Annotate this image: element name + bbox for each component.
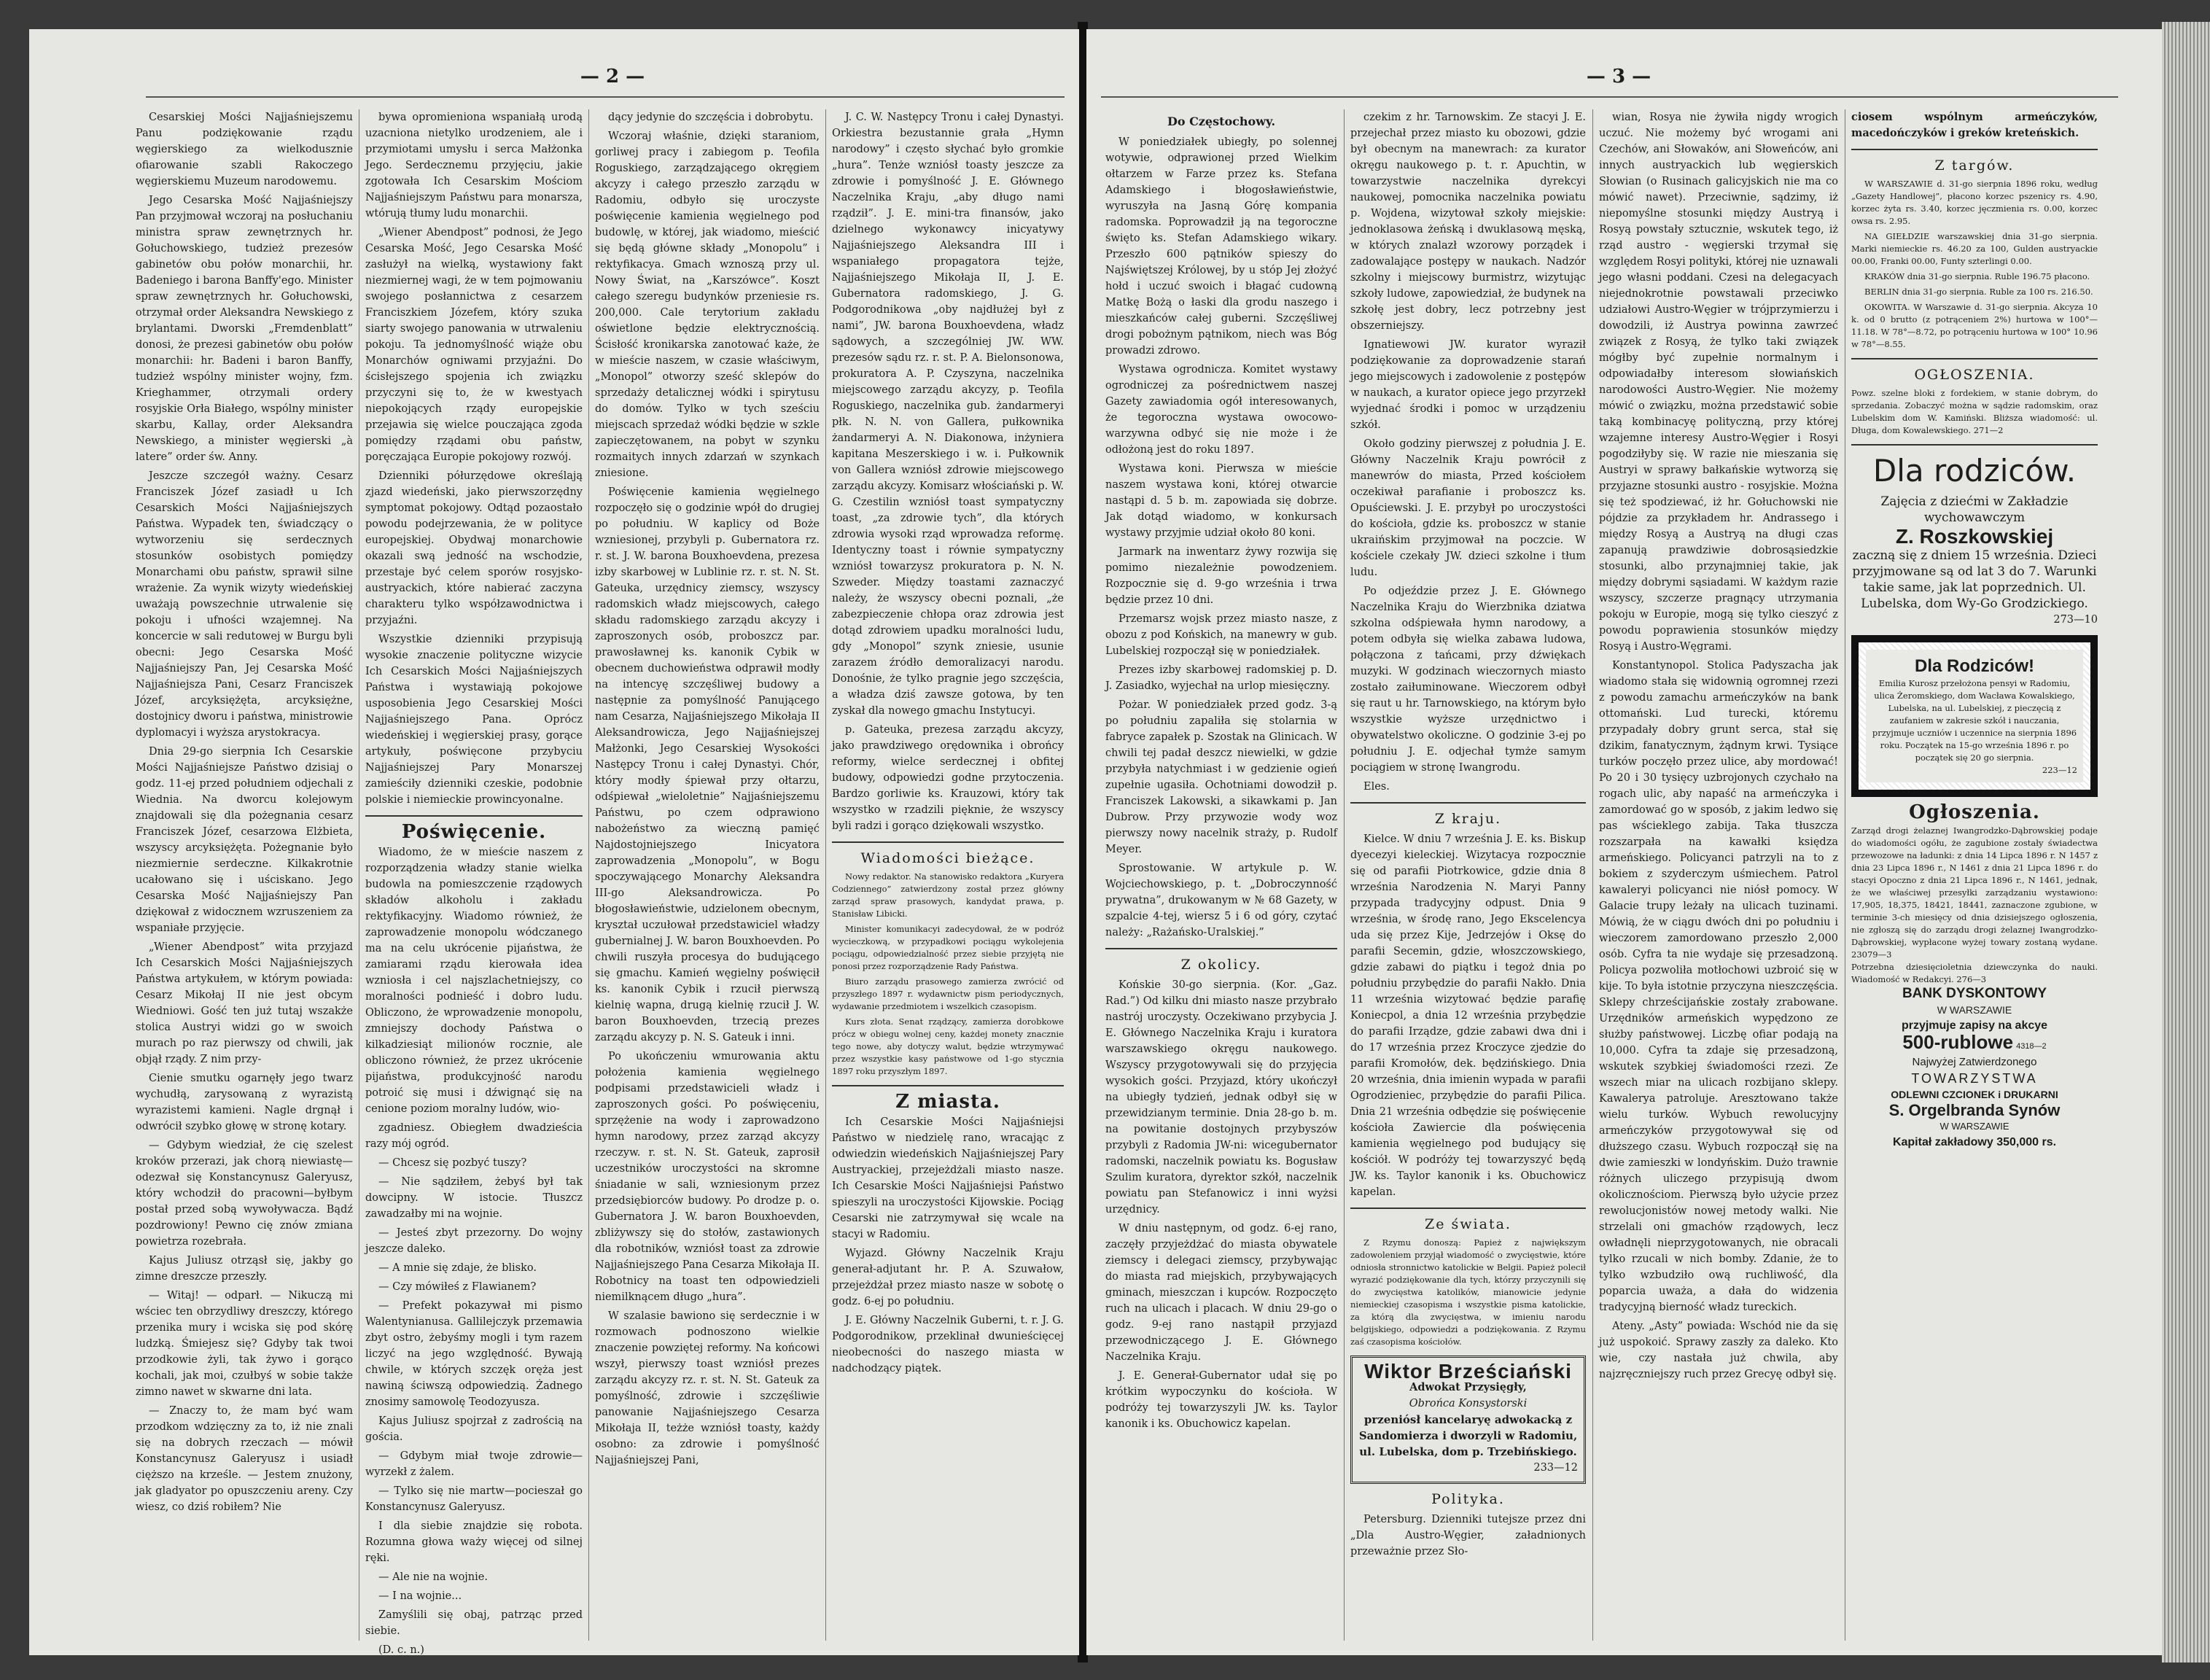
- paragraph: Dnia 29-go sierpnia Ich Cesarskie Mości Najjaśniejsze Państwo dzisiaj o godz. 11-ej przed południem odjechali z Wiednia. Na dworcu kolejowym znajdowali się dla pożegnania cesarz Franciszek Józef, cesarzowa Elżbieta, wszyscy arcyksiężęta. Pożegnanie było niezmiernie serdeczne. Kilkakrotnie ucałowano się i uściskano. Jego Cesarska Mość Najjaśniejszy Pan dziękował z widocznem wzruszeniem za wspaniałe przyjęcie.: [136, 746, 353, 934]
- divider: [832, 841, 1064, 843]
- ad-text: Powz. szelne bloki z fordekiem, w stanie dobrym, do sprzedania. Zobaczyć można w sądzie radomskim, oraz Lubelskim dom W. Kamiński. Bliższa wiadomość: ul. Długa, dom Kowalewskiego. 271—2: [1851, 388, 2098, 435]
- paragraph: dący jedynie do szczęścia i dobrobytu.: [608, 112, 814, 123]
- right-col-4: [1847, 109, 2102, 1641]
- paragraph: — Znaczy to, że mam być wam przodkom wdzięczny za to, iż nie znali się na dobrych rzeczach — mówił Konstancynusz Galeryusz i usiadł cięższo na krześle. — Jestem znużony, jak gladyator po opuszczeniu areny. Czy wiesz, co dziś robiłem? Nie: [136, 1405, 353, 1513]
- section-heading: Poświęcenie.: [401, 821, 547, 843]
- advertisement-kurosz: [1851, 635, 2098, 797]
- article-text: [136, 109, 353, 1515]
- paragraph: Wszystkie dzienniki przypisują wysokie znaczenie polityczne wizycie Ich Cesarskich Mości Najjaśniejszych Państwa i wystawiają pokojowe usposobienia Jego Cesarskiej Mości Najjaśniejszego Pana. Oprócz wiedeńskiej i węgierskiej prasy, gorące artykuły, poświęcone przybyciu Najjaśniejszej Pary Monarszej zamieściły dzienniki czeskie, podobnie polskie i niemieckie prowincyonalne.: [365, 634, 583, 806]
- section-heading: Polityka.: [1431, 1491, 1505, 1507]
- article-text: [1350, 1512, 1586, 1560]
- paragraph: Cesarskiej Mości Najjaśniejszemu Panu podziękowanie rządu węgierskiego za wielkodusznie ofiarowanie szabli Rakoczego węgierskiemu Muzeum narodowemu.: [136, 112, 353, 187]
- paragraph: Wiadomo, że w mieście naszem z rozporządzenia władzy stanie wielka budowla na pomieszczenie rządowych składów alkoholu i zakładu rektyfikacyjny. Wiadomo również, że zaprowadzenie monopolu wódczanego ma na celu ukrócenie pijaństwa, że zamiarami rządu kierowała idea wzniosła i cel najszlachetniejszy, co moralności podnieść i dobro ludu. Obliczono, że wprowadzenie monopolu, zmniejszy dochody Państwa o kilkadziesiąt milionów rocznie, ale obliczono również, że przez ukrócenie pijaństwa, produkcyjność narodu potroić się musi i dźwignąć się na cenione poziom moralny ludów, wio-: [365, 847, 583, 1115]
- article-text: [1105, 977, 1337, 1432]
- paragraph: W dniu następnym, od godz. 6-ej rano, zaczęły przyjeżdżać do miasta obywatele ziemscy i delegaci ziemscy, przybywając do miasta rad miejskich, przybywających gminach, mieszczan i kupców. Rozpoczęto ruch na ulicach i placach. W dniu 29-go o godz. 9-ej rano nastąpił przyjazd przewodniczącego J. E. Głównego Naczelnika Kraju.: [1105, 1223, 1337, 1363]
- paragraph: zgadniesz. Obiegłem dwadzieścia razy mój ogród.: [365, 1122, 583, 1150]
- ad-title: Dla rodziców.: [1872, 453, 2077, 489]
- article-text: [1350, 831, 1586, 1200]
- paragraph: Wystawa koni. Pierwsza w mieście naszem wystawa koni, której otwarcie nastąpi d. 5 b. m. zapowiada się dobrze. Jak dotąd wiadomo, w konkursach wystawy przyjmie udział około 80 koni.: [1105, 463, 1337, 539]
- left-page: [29, 29, 1079, 1655]
- paragraph: „Wiener Abendpost” podnosi, że Jego Cesarska Mość, Jego Cesarska Mość zasłużył na wielką, wystawiony fakt niezmiernej wagi, że w tem pojmowaniu swojego posłannictwa z cesarzem Franciszkiem Józefem, który szuka siarty swojego panowania w utrwaleniu pokoju. Ta jednomyślność wiąże obu Monarchów ogniwami przyjaźni. Do ścisłejszego spojenia ich związku przyczyni się to, że w kwestyach niepokojących rządy europejskie przejawia się wielce pouczająca zgoda pomiędzy rządami obu państw, poręczająca Europie pokojowy rozwój.: [365, 227, 583, 463]
- section-heading: Z kraju.: [1434, 811, 1502, 827]
- paragraph: Poświęcenie kamienia węgielnego rozpoczęło się o godzinie wpół do drugiej po południu. W kaplicy od Boże wzniesionej, przybyli p. Gubernatora rz. r. st. J. W. barona Bouxhoevdena, prezesa izby skarbowej w Lublinie rz. r. st. N. St. Gateuka, urzędnicy ziemscy, wszyscy radomskich władz miejscowych, całego składu radomskiego zarządu akcyzy i zaproszonych osób, proboszcz par. prawosławnej ks. kanonik Cybik w obecnem duchowieństwa odprawił modły na intencyę szczęśliwej budowy a następnie za pomyślność Panującego nam Cesarza, Najjaśniejszego Mikołaja II Aleksandrowicza, Jego Najjaśniejszej Małżonki, Jego Cesarskiej Wysokości Następcy Tronu i całej Dynastyi. Chór, który modły śpiewał przy ołtarzu, odśpiewał „wieloletnie” Najjaśniejszemu Państwu, po czem odprawiono nabożeństwo za wieczną pamięć Najdostojniejszego Inicyatora zaprowadzenia „Monopolu”, w Bogu spoczywającego Monarchy Aleksandra III-go Aleksandrowicza. Po błogosławieństwie, udzielonem obecnym, kryształ uczułował przedstawiciel władzy gubernialnej J. W. baron Bouxhoevden. Po chwili ruszyła procesya do budującego się gmachu. Kamień węgielny poświęcił ks. kanonik Cybik i rzucił pierwszą kielnię wapna, drugą kielnię rzucił J. W. baron Bouxhoevden, trzecią prezes zarządu akcyzy p. N. S. Gateuk i inni.: [595, 486, 820, 1043]
- paragraph: W szalasie bawiono się serdecznie i w rozmowach podnoszono wielkie znaczenie powziętej reformy. Na końcowi wszył, pierwszy toast wzniósł prezes zarządu akcyzy rz. r. st. N. St. Gateuk za pomyślność, zdrowie i szczęśliwie panowanie Najjaśniejszego Cesarza Mikołaja II, teżże wzniósł toasty, każdy osobno: za zdrowie i pomyślność Najjaśniejszej Pani,: [595, 1310, 820, 1466]
- bank-ref: 4318—2: [2016, 1042, 2047, 1051]
- paragraph: Biuro zarządu prasowego zamierza zwrócić od przyszłego 1897 r. wydawnictw pism periodycznych, wydawanie przedmiotem i wszelkich czasopism.: [832, 976, 1064, 1011]
- article-text: [1350, 109, 1586, 795]
- section-heading: OGŁOSZENIA.: [1914, 367, 2035, 383]
- paragraph: Końskie 30-go sierpnia. (Kor. „Gaz. Rad.”) Od kilku dni miasto nasze przybrało nastrój uroczysty. Oczekiwano przybycia J. E. Głównego Naczelnika Kraju i kuratora warszawskiego okręgu naukowego. Wszyscy przygotowywali się do przyjęcia wysokich gości. Przyjazd, który ukończył na ubiegły tydzień, jednak odbył się w przewidzianym terminie. Dnia 28-go b. m. na powitanie dostojnych przybyszów przybyli z Radomia JW-ni: wicegubernator radomski, naczelnik powiatu ks. Bogusław Szulim kuratora, dyrektor szkół, naczelnik powiatu pan Stefanowicz i inni wyżsi urzędnicy.: [1105, 979, 1337, 1216]
- ad-ref: 223—12: [2042, 765, 2077, 775]
- paragraph: Około godziny pierwszej z południa J. E. Główny Naczelnik Kraju powrócił z manewrów do miasta, Przed kościołem oczekiwał parafianie i proboszcz ks. Opuściewski. J. E. przybył po uroczystości do kościoła, gdzie ks. proboszcz w stanie ukraińskim przyjmował na poczcie. W kościele czekały JW. dzieci szkolne i tłum ludu.: [1350, 438, 1586, 578]
- section-heading: Ogłoszenia.: [1909, 801, 2040, 823]
- paragraph: Prezes izby skarbowej radomskiej p. D. J. Zasiadko, wyjechał na urlop miesięczny.: [1105, 664, 1337, 692]
- divider: [365, 815, 583, 817]
- paragraph: bywa opromieniona wspaniałą urodą uzacniona nietylko urodzeniem, ale i przymiotami umysłu i serca Małżonka Jego. Serdecznemu przyjęciu, jakie zgotowała Ich Cesarskim Mościom Najjaśniejszym Państwu para monarsza, wtórują tłumy ludu monarchii.: [365, 112, 583, 219]
- section-heading: Z targów.: [1934, 158, 2015, 174]
- ad-body: Emilia Kurosz przełożona pensyi w Radomiu, ulica Żeromskiego, dom Wacława Kowalskiego, Lubelska, na ul. Lubelskiej, z pieczęcią z zaufaniem w zakresie szkół i nauczania, przyjmuje uczniów i uczennice na sierpnia 1896 roku. Początek na 15-go września 1896 r. po początek się 20 go sierpnia.: [1872, 678, 2077, 763]
- right-page: [1086, 29, 2162, 1655]
- paragraph: — Nie sądziłem, żebyś był tak dowcipny. W istocie. Tłuszcz zawadzałby mi na wojnie.: [365, 1176, 583, 1220]
- right-col-1: [1101, 109, 1342, 1641]
- paragraph: wian, Rosya nie żywiła nigdy wrogich uczuć. Nie możemy być wrogami ani Czechów, ani Słowaków, ani Słoweńców, ani innych austryackich lub węgierskich Słowian (o Rusinach galicyjskich nie ma co mówić nawet). Przeciwnie, sądzimy, iż niepomyślne stosunki między Austryą i Rosyą powstały sztucznie, wskutek tego, iż rząd austro - węgierski trzymał się względem Rosyi polityki, której nie uznawali jego własni poddani. Czesi na delegacyach niejednokrotnie powstawali przeciwko udziałowi Austro-Węgier w trójprzymierzu i dowodzili, iż Austrya powinna zawrzeć związek z Rosyą, że tylko taki związek mógłby być zupełnie normalnym i odpowiadałby interesom słowiańskich narodowości Austro-Węgier. Nie możemy mówić o związku, można przedstawić sobie taką kombinacyę polityczną, przy której wzajemne interesy Austro-Węgier i Rosyi pogodziłyby się. W razie nie mieszania się Austryi w sprawy bałkańskie wytworzą się przyjazne stosunki austro - rosyjskie. Można się też spodziewać, iż hr. Gołuchowski nie pójdzie za przykładem hr. Andrassego i między Rosyą a Austryą na długi czas zapanują prawdziwie dobrosąsiedzkie stosunki, albo przynajmniej takie, jak między dobrymi sąsiadami. W każdym razie wszyscy, szczerze pragnący utrzymania pokoju w Europie, mogą się tylko cieszyć z powodu poprawienia stosunków między Rosyą i Austro-Węgrami.: [1599, 112, 1838, 653]
- paragraph: Wczoraj właśnie, dzięki staraniom, gorliwej pracy i zabiegom p. Teofila Roguskiego, zarządzającego okręgiem akcyzy i całego przeszło zarządu w Radomiu, odbyło się uroczyste poświęcenie kamienia węgielnego pod budowlę, w której, jak wiadomo, mieścić się będą główne składy „Monopolu” i rektyfikacya. Gmach wznoszą przy ul. Nowy Świat, na „Karszówce”. Koszt całego szeregu budynków przeniesie rs. 200,000. Cale terytorium zakładu oświetlone będzie elektrycznością. Ścisłość kronikarska zanotować każe, że w mieście naszem, w czasie właściwym, „Monopol” otworzy sześć sklepów do sprzedaży detalicznej wódki i spirytusu do domów. Tylko w tych sześciu miejscach sprzedaż wódki będzie w szkle zapieczętowanem, na pobyt w szynku rozmaitych innych zdarzań w szynkach zniesione.: [595, 131, 820, 479]
- paragraph: Jarmark na inwentarz żywy rozwija się pomimo niezależnie powodzeniem. Rozpocznie się d. 9-go września i trwa będzie przez 10 dni.: [1105, 546, 1337, 606]
- paragraph: Przemarsz wojsk przez miasto nasze, z obozu z pod Końskich, na manewry w gub. Lubelskiej rozpoczął się w poniedziałek.: [1105, 613, 1337, 657]
- paragraph: Eles.: [1363, 781, 1390, 793]
- paragraph: Konstantynopol. Stolica Padyszacha jak wiadomo stała się widownią ogromnej rzezi z powodu zamachu armeńczyków na bank ottomański. Lud turecki, któremu przypadały dobry grunt serca, stał się dzikim, fanatycznym, żądnym krwi. Tysiące turków poczęło przez ulice, aby mordować! Po 20 i 30 tysięcy uzbrojonych czychało na rogach ulic, aby napaść na armeńczyka i zamordować go w sposób, z jakim ledwo się pas wścieklego zabija. Taka tłuszcza rozszarpała na kawałki księdza armeńskiego. Policyanci patrzyli na to z bokiem z szyderczym uśmiechem. Patrol kawaleryi policyanci nie niósł pomocy. W Galacie trupy leżały na ulicach tuzinami. Mówią, że w ciągu dwóch dni po południu i wieczorem zamordowano przeszło 2,000 osób. Cyfra ta nie wydaje się przesadzoną. Policya pozwoliła motłochowi uzbroić się w kije. To była istotnie przyczyna nieszczęścia. Sklepy chrześcijańskie zostały zrabowane. Urzędników armeńskich wypędzono ze służby państwowej. Liczbę ofiar podają na 10,000. Cyfra ta zdaje się przesadzoną, wskutek szybkiej świadomości rzezi. Ze wszech miar na ulicach rozbijano sklepy. Kawalerya patroluje. Aresztowano także wielu turków. Wybuch rewolucyjny armeńczyków przygotowywał się od dłuższego czasu. Wybuch rozpoczął się na dwie zamieszki w londyńskim. Dużo trawnie różnych uliczego przypisują dwom okolicznościom. Pierwszą było użycie przez rewolucjonistów nowej metody walki. Nie strzelali oni gmachów rządowych, lecz owładnęli nieprzygotowanych, nie obracali tylko rzucali w nich bomby. Zdanie, że to tylko wzbudziło ową ruchliwość, dla poparcia uważa, a dała do widzenia tradycyjną bierność władz tureckich.: [1599, 660, 1838, 1313]
- paragraph: Pożar. W poniedziałek przed godz. 3-ą po południu zapaliła się stolarnia w fabryce zapałek p. Szostak na Glinicach. W chwili tej padał deszcz niewielki, w gdzie przybyła natychmiast i w gedzienie ogień zupełnie ugasiła. Ochotniami dowodził p. Franciszek Lakowski, a sikawkami p. Jan Dubrow. Przy przywozie wody woz pierwszy nowy nacelnik straży, p. Rudolf Meyer.: [1105, 699, 1337, 855]
- article-text: [832, 109, 1064, 834]
- page-edges: [2162, 22, 2210, 1662]
- bank-line: Najwyżej Zatwierdzonego: [1912, 1056, 2037, 1068]
- divider: [1105, 948, 1337, 949]
- paragraph: — A mnie się zdaje, że blisko.: [378, 1262, 537, 1274]
- ad-body: przeniósł kancelaryę adwokacką z Sandomierza i dworzyli w Radomiu, ul. Lubelska, dom p. Trzebińskiego.: [1358, 1413, 1578, 1458]
- ad-name: Wiktor Brześciański: [1364, 1360, 1572, 1382]
- article-text: [1105, 134, 1337, 941]
- paragraph: Jeszcze szczegół ważny. Cesarz Franciszek Józef zasiadł u Ich Cesarskich Mości Najjaśniejszych Państwa. Wypadek ten, świadczący o wytworzeniu się serdecznych stosunków osobistych pomiędzy Monarchami obu państw, sprawił silne wrażenie. Za wynik wizyty wiedeńskiej uważają powszechnie utrwalenie się pokoju i ufności wzajemnej. Na koncercie w sali redutowej w Burgu byli obecni: Jego Cesarska Mość Najjaśniejszy Pan, Jej Cesarska Mość Najjaśniejsza Pani, Cesarz Franciszek Józef, arcyksiężęta, arcyksiężne, dostojnicy dworu i państwa, ministrowie dyplomacyi i wyższa arystokracya.: [136, 470, 353, 739]
- paragraph: — Czy mówiłeś z Flawianem?: [378, 1281, 537, 1293]
- section-heading: Ze świata.: [1425, 1216, 1511, 1232]
- paragraph: Zamyślili się obaj, patrząc przed siebie.: [365, 1609, 583, 1637]
- ad-body: zaczną się z dniem 15 września. Dzieci przyjmowane są od lat 3 do 7. Warunki takie same, jak lat poprzednich. Ul. Lubelska, dom Wy-Go Grodzickiego.: [1852, 548, 2097, 611]
- bank-line: W WARSZAWIE: [1937, 1004, 2012, 1016]
- market-text: [1851, 178, 2098, 351]
- paragraph: Wyjazd. Główny Naczelnik Kraju generał-adjutant hr. P. A. Szuwałow, przejeżdżał przez miasto nasze w sobotę o godz. 6-ej po południu.: [832, 1248, 1064, 1307]
- divider: [1350, 1208, 1586, 1209]
- article-text: [365, 109, 583, 808]
- top-rule: [146, 96, 1065, 98]
- paragraph: Cienie smutku ogarnęły jego twarz wychudłą, zarysowaną z wyrazistą wyrazistemi kamieni. Nagle drgnął i odwrócił szybko głowę w stronę kotary.: [136, 1073, 353, 1132]
- divider: [1851, 149, 2098, 150]
- paragraph: — Gdybym wiedział, że cię szelest kroków przerazi, jak chorą niewiastę—odezwał się Konstancynusz Galeryusz, który wchodził do pracowni—byłbym postał przed sobą wywoływacza. Bądź pozdrowiony! Pewno cię znów zmiana powietrza rozebrała.: [136, 1140, 353, 1248]
- top-rule: [1101, 96, 2118, 98]
- paragraph: (D. c. n.): [378, 1644, 424, 1656]
- paragraph: — Prefekt pokazywał mi pismo Walentynianusa. Gallilejczyk przemawia zbyt ostro, żebyśmy mogli i tym razem liczyć na jego względność. Bywają chwile, w których szczęk oręża jest nawiną ściwszą odpowiedzią. Żadnego znosimy samowolę Teodozyusza.: [365, 1300, 583, 1408]
- article-text: [1599, 109, 1838, 1382]
- paragraph: BERLIN dnia 31-go sierpnia. Ruble za 100 rs. 216.50.: [1864, 287, 2093, 297]
- ad-text: Zarząd drogi żelaznej Iwangrodzko-Dąbrowskiej podaje do wiadomości ogółu, że zagubione zostały świadectwa przewozowe na ładunki: z dnia 14 Lipca 1896 r. N 1457 z dnia 23 Lipca 1896 r., N 1461 z dnia 21 Lipca 1896 r. do stacyi Opoczno z dnia 21 Lipca 1896 r., N 1461, jednak, że we właściwej przesyłki zarządzaniu wystawiono: 17,905, 18,375, 18421, 18441, zaznaczone zgubione, w terminie 3-ch miesięcy od dnia dzisiejszego ogłoszenia, nie zgłoszą się do zarządu drogi żelaznej Iwangrodzko-Dąbrowskiej, wypłacone wyżej towary zostaną wydane. 23079—3: [1851, 825, 2098, 960]
- bank-line: 500-rublowe: [1902, 1031, 2014, 1053]
- column-divider: [825, 109, 826, 1641]
- advertisement-bank: [1851, 986, 2098, 1151]
- left-col-2: [361, 109, 587, 1656]
- paragraph: p. Gateuka, prezesa zarządu akcyzy, jako prawdziwego orędownika i obrońcy reformy, wielce serdecznej i obfitej budowy, odpowiedzi godne przytoczenia. Bardzo gorliwie ks. Krauzowi, który tak wszystko w rzadzili pięknie, że wszyscy byli radzi i gorąco dziękowali wszystko.: [832, 724, 1064, 832]
- advertisement-roszkowska: [1851, 453, 2098, 628]
- ad-subtitle: Obrońca Konsystorski: [1409, 1398, 1528, 1409]
- paragraph: — Tylko się nie martw—pocieszał go Konstancynusz Galeryusz.: [365, 1485, 583, 1513]
- section-heading: Do Częstochowy.: [1167, 114, 1276, 128]
- news-text: [1350, 1237, 1586, 1348]
- page-number: — 3 —: [1586, 66, 1651, 88]
- paragraph: Po odjeździe przez J. E. Głównego Naczelnika Kraju do Wierzbnika dziatwa szkolna odśpiewała hymn narodowy, a potem odbyła się wielka zabawa ludowa, połączona z tańcami, przy dźwiękach muzyki. W godzinach wieczornych miasto zostało zaiłuminowane. Wieczorem odbył się raut u hr. Tarnowskiego, na którym było wszystkie wyższe urzędnictwo i obywatelstwo okoliczne. O godzinie 3-ej po południu J. E. odjechał tymże samym pociągiem w stronę Iwangrodu.: [1350, 586, 1586, 774]
- paragraph: Sprostowanie. W artykule p. W. Wojciechowskiego, p. t. „Dobroczynność prywatna”, drukowanym w № 68 Gazety, w szpalcie 4-tej, wiersz 5 i 6 od góry, czytać należy: „Rażańsko-Uralskiej.”: [1105, 863, 1337, 938]
- divider: [832, 1085, 1064, 1086]
- divider: [1350, 802, 1586, 804]
- paragraph: J. E. Generał-Gubernator udał się po krótkim wypoczynku do kościoła. W podróży tej towarzyszyli JW. ks. Taylor kanonik i ks. Obuchowicz kapelan.: [1105, 1370, 1337, 1430]
- bank-line: ODLEWNI CZCIONEK i DRUKARNI: [1891, 1089, 2058, 1100]
- article-text: [832, 1114, 1064, 1377]
- paragraph: czekim z hr. Tarnowskim. Ze stacyi J. E. przejechał przez miasto ku obozowi, gdzie był obecnym na manewrach: za kurator okręgu naukowego p. t. r. Apuchtin, w towarzystwie naczelnika dyrekcyi naukowej, pomocnika naczelnika powiatu p. Wojdena, wizytował szkoły miejskie: jednoklasowa żeńską i dwuklasową męską, w których znalazł wzorowy porządek i zadowalające postępy w naukach. Nadzór szkolny i miejscowy burmistrz, wizytując szkoły ludowe, zapowiedział, że budynek na szkołę jest dobry, lecz potrzebny jest obszerniejszy.: [1350, 112, 1586, 332]
- paragraph: Z Rzymu donoszą: Papież z największym zadowoleniem przyjął wiadomość o zwycięstwie, które odniosła stronnictwo katolickie w Belgii. Papież polecił wyrazić podziękowanie dla tych, którzy przyczynili się do zwycięstwa katolików, mianowicie jedynie niemieckiej czasopisma i wszystkie pisma katolickie, za którą dla zwycięstwa, w imieniu narodu belgijskiego, odpowiedzi a podziękowania. Z Rzymu zaś czasopisma kościołów.: [1350, 1237, 1586, 1347]
- paragraph: Ateny. „Asty” powiada: Wschód nie da się już uspokoić. Sprawy zaszły za daleko. Kto wie, czy nastała już chwila, aby najzręczniejszy ruch przez Grecyę odbył się.: [1599, 1321, 1838, 1380]
- left-col-4: [828, 109, 1068, 1641]
- advertisement-wiktor: [1350, 1356, 1586, 1484]
- left-col-1: [131, 109, 357, 1641]
- section-heading: Wiadomości bieżące.: [860, 850, 1035, 866]
- news-text: [832, 871, 1064, 1078]
- paragraph: Petersburg. Dzienniki tutejsze przez dni „Dla Austro-Węgier, załadnionych przeważnie przez Sło-: [1350, 1514, 1586, 1558]
- ad-title: Adwokat Przysięgły,: [1409, 1381, 1527, 1393]
- paragraph: I dla siebie znajdzie się robota. Rozumna głowa waży więcej od silnej ręki.: [365, 1520, 583, 1564]
- paragraph: Kajus Juliusz spojrzał z zadrością na gościa.: [365, 1415, 583, 1443]
- left-col-3: [591, 109, 824, 1641]
- divider: [1851, 444, 2098, 446]
- paragraph: — Chcesz się pozbyć tuszy?: [378, 1157, 527, 1169]
- paragraph: NA GIEŁDZIE warszawskiej dnia 31-go sierpnia. Marki niemieckie rs. 46.20 za 100, Gulden austryackie 00.00, Franki 00.00, Funty szterlingi 0.00.: [1851, 231, 2098, 266]
- column-divider: [1592, 109, 1593, 1641]
- paragraph: W poniedziałek ubiegły, po solennej wotywie, odprawionej przed Wielkim ołtarzem w Farze przez ks. Stefana Adamskiego i błogosławieństwie, wyruszyła na Jasną Górę kompania radomska. Poprowadził ją na tegoroczne święto ks. Stefan Adamskiego wikary. Przeszło 600 pątników spieszy do Najświętszej Królowej, by u stóp Jej złożyć hołd i uczuć swoich i błagać cudowną Matkę Bożą o łaski dla grodu naszego i mieszkańców całej guberni. Szczęśliwej drogi pobożnym pątnikom, niech was Bóg prowadzi zdrowo.: [1105, 136, 1337, 357]
- bank-line: BANK DYSKONTOWY: [1902, 986, 2047, 1001]
- section-heading: Z okolicy.: [1180, 957, 1262, 973]
- paragraph: KRAKÓW dnia 31-go sierpnia. Ruble 196.75 płacono.: [1864, 271, 2090, 281]
- bank-line: TOWARZYSTWA: [1911, 1071, 2038, 1086]
- article-text: [595, 109, 820, 1469]
- paragraph: Kielce. W dniu 7 września J. E. ks. Biskup dyecezyi kieleckiej. Wizytacya rozpocznie się od parafii Piotrkowice, gdzie dnia 8 września Narodzenia N. Maryi Panny przypada tradycyjny odpust. Dnia 9 września, w środę rano, Jego Ekscelencya uda się przez Kije, Jedrzejów i Oksę do parafii Secemin, gdzie, włoszczowskiego, gdzie zabawi do piątku i tegoż dnia po południu przybędzie do parafii Nakło. Dnia 11 września wizytować będzie parafię Koniecpol, a dnia 12 września przybędzie do parafii Irządze, gdzie zabawi dwa dni i do 17 września przez Kroczyce zjedzie do parafii Kromołów, dek. będzińskiego. Dnia 20 września, dnia imienin wypada w parafii Ogrodzieniec, przybędzie do parafii Pilica. Dnia 21 września odbędzie się poświęcenie kościoła Zawiercie dla poświęcenia kamienia węgielnego pod budujący się kościół. W podróży tej towarzyszyć będą JW. ks. Taylor kanonik i ks. Obuchowicz kapelan.: [1350, 833, 1586, 1198]
- right-col-2: [1346, 109, 1590, 1641]
- right-col-3: [1595, 109, 1843, 1641]
- paragraph: Ich Cesarskie Mości Najjaśniejsi Państwo w niedzielę rano, wracając z odwiedzin wiedeńskich Najjaśniejszej Pary Austryackiej, przejeżdżali miasto nasze. Ich Cesarskie Mości Najjaśniejsi Państwo spieszyli na uroczystości Kijowskie. Pociąg Cesarski nie zatrzymywał się wcale na stacyi w Radomiu.: [832, 1116, 1064, 1240]
- bank-line: Kapitał zakładowy 350,000 rs.: [1892, 1136, 2057, 1148]
- paragraph: „Wiener Abendpost” wita przyjazd Ich Cesarskich Mości Najjaśniejszych Państwa artykułem, w którym powiada: Cesarz Mikołaj II nie jest obcym Wiedniowi. Gość ten już tutaj wszakże stolica Austryi widzi go w swoich murach po raz pierwszy od chwili, jak objął rządy. Z nim przy-: [136, 941, 353, 1065]
- paragraph: Kajus Juliusz otrząsł się, jakby go zimne dreszcze przeszły.: [136, 1255, 353, 1283]
- paragraph: — Witaj! — odparł. — Nikuczą mi wściec ten obrzydliwy dreszczy, którego przenika mury i wciska się pod skórę ludzką. Śmiejesz się? Gdyby tak twoi przodkowie żyli, tak żywo i gorąco kochali, jak moi, czułbyś w sobie także zimno nawet w skwarne dni lata.: [136, 1290, 353, 1398]
- article-text: ciosem wspólnym armeńczyków, macedończyków i greków kreteńskich.: [1851, 111, 2098, 139]
- ad-ref: 233—12: [1533, 1462, 1578, 1474]
- paragraph: Ignatiewowi JW. kurator wyraził podziękowanie za doprowadzenie starań jego miejscowych i zadowolenie z postępów w naukach, a kurator opiece jego przyrzekł wyjednać środki i pomoc w urządzeniu szkół.: [1350, 339, 1586, 431]
- divider: [1851, 358, 2098, 359]
- ad-name: Z. Roszkowskiej: [1895, 525, 2054, 548]
- paragraph: Minister komunikacyi zadecydował, że w podróż wycieczkową, w przypadkowi pociągu wykolejenia pociągu, odpowiedzialność przez siebie przyjętą nie ponosi przez rozporządzenie Rady Państwa.: [832, 924, 1064, 971]
- paragraph: W WARSZAWIE d. 31-go sierpnia 1896 roku, według „Gazety Handlowej”, płacono korzec pszenicy rs. 4.90, korzec żyta rs. 3.40, korzec jęczmienia rs. 0.00, korzec owsa rs. 2.95.: [1851, 179, 2098, 226]
- section-heading: Z miasta.: [895, 1091, 1000, 1113]
- column-divider: [588, 109, 589, 1641]
- article-text: [365, 844, 583, 1658]
- paragraph: Kurs złota. Senat rządzący, zamierza dorobkowe prócz w obiegu wolnej ceny, każdej monety znacznie tego nowe, aby dotyczy walut, będzie wtrzymywać przez wszystkie kasy państwowe od 1-go stycznia 1897 roku przyszłym 1897.: [832, 1016, 1064, 1076]
- paragraph: Wystawa ogrodnicza. Komitet wystawy ogrodniczej za pośrednictwem naszej Gazety zawiadomia ogół interesowanych, że tegoroczna wystawa owocowo-warzywna odbyć się nie może i że odłożoną jest do roku 1897.: [1105, 364, 1337, 456]
- ad-text: Potrzebna dziesięcioletnia dziewczynka do nauki. Wiadomość w Redakcyi. 276—3: [1851, 962, 2098, 984]
- column-divider: [1344, 109, 1345, 1641]
- paragraph: J. E. Główny Naczelnik Guberni, t. r. J. G. Podgorodnikow, przeklinał dwunieścięcej nieobecności do naszego miasta w nadchodzący piątek.: [832, 1315, 1064, 1374]
- ad-title: Dla Rodziców!: [1914, 656, 2034, 676]
- paragraph: J. C. W. Następcy Tronu i całej Dynastyi. Orkiestra bezustannie grała „Hymn narodowy” i często słychać było gromkie „hura”. Tenże wzniósł toasty jeszcze za zdrowie i pomyślność J. E. Głównego Naczelnika Kraju, „aby długo nami rządził”. J. E. mini-tra finansów, jako dzielnego wykonawcy inicyatywy Najjaśniejszego Aleksandra III i wspaniałego propagatora tejże, Najjaśniejszego Mikołaja II, J. E. Gubernatora radomskiego, J. G. Podgorodnikowa „oby najdłużej był z nami”, JW. barona Bouxhoevdena, władz sądowych, a szczególniej JW. WW. prezesów sądu rz. r. st. P. A. Bielonsonowa, prokuratora A. P. Czyszyna, naczelnika miejscowego zarządu akcyzy, p. Teofila Roguskiego, naczelnika gub. żandarmeryi płk. N. N. von Gallera, pułkownika żandarmeryi A. N. Diakonowa, inżyniera kapitana Meszerskiego i w. i. Pułkownik von Gallera wzniósł zdrowie miejscowego zarządu akcyzy. Komisarz włościański p. W. G. Czestilin wzniósł toast sympatyczny toast, „za zdrowie tych”, dla których zdrowia wysoki rząd wprowadza reformę. Identyczny toast i równie sympatyczny wzniósł towarzysz prokuratora p. N. N. Szweder. Między toastami zaznaczyć należy, że wszyscy obecni poznali, „że zabezpieczenie chłopa oraz zdrowia jest dotąd zdrowiem upadku moralności ludu, gdy „Monopol” szynk zniesie, usunie zarazem źródło demoralizacyi narodu. Donośnie, że tylko pragnie jego szczęścia, a władza dziś zawsze gotowa, by ten zyskał dla nowego gmachu Instytucyi.: [832, 112, 1064, 717]
- ad-ref: 273—10: [2053, 614, 2098, 626]
- paragraph: — Jesteś zbyt przezorny. Do wojny jeszcze daleko.: [365, 1227, 583, 1255]
- paragraph: — Gdybym miał twoje zdrowie—wyrzekł z żalem.: [365, 1450, 583, 1478]
- bank-line: przyjmuje zapisy na akcye: [1901, 1019, 2048, 1032]
- paragraph: — I na wojnie...: [378, 1590, 462, 1602]
- paragraph: — Ale nie na wojnie.: [378, 1571, 488, 1583]
- paragraph: Jego Cesarska Mość Najjaśniejszy Pan przyjmował wczoraj na posłuchaniu ministra spraw zewnętrznych hr. Gołuchowskiego, tudzież prezesów gabinetów obu połów monarchii, hr. Badeniego i barona Banffy'ego. Minister spraw zewnętrznych hr. Gołuchowski, otrzymał order Aleksandra Newskiego z brylantami. Dworski „Fremdenblatt” donosi, że prezesi gabinetów obu połów monarchii: hr. Badeni i baron Banffy, tudzież wspólny minister wojny, fzm. Krieghammer, otrzymali ordery rosyjskie Orła Białego, wspólny minister skarbu, Kallay, order Aleksandra Newskiego, a minister węgierski „à latere” order św. Anny.: [136, 195, 353, 463]
- bank-line: W WARSZAWIE: [1939, 1121, 2009, 1132]
- ad-body: Zajęcia z dziećmi w Zakładzie wychowawczym: [1880, 494, 2069, 525]
- paragraph: Nowy redaktor. Na stanowisko redaktora „Kuryera Codziennego” zatwierdzony został przez główny zarząd spraw prasowych, kandydat prawa, p. Stanisław Libicki.: [832, 871, 1064, 919]
- page-number: — 2 —: [580, 66, 645, 88]
- paragraph: OKOWITA. W Warszawie d. 31-go sierpnia. Akcyza 10 k. od 0 brutto (z potrąceniem 2%) hurtowa w 100°—11.18. W 78°—8.72, po potrąceniu hurtowa w 100° 10.96 w 78°—8.55.: [1851, 302, 2098, 349]
- paragraph: Dzienniki półurzędowe określają zjazd wiedeński, jako pierwszorzędny symptomat pokojowy. Odtąd pozaostało powodu podejrzewania, że w polityce europejskiej. Obydwaj monarchowie okazali swą jedność na wschodzie, przestaje być celem sporów rosyjsko-austryackich, które nabierać zaczyna charakteru tylko współzawodnictwa i przyjaźni.: [365, 470, 583, 626]
- paragraph: Po ukończeniu wmurowania aktu położenia kamienia węgielnego podpisami przedstawicieli władz i zaproszonych gości. Po poświęceniu, sprzężenie na wody i zaprowadzono hymn narodowy, przez zarząd akcyzy rzeczyw. r. st. N. St. Gateuk, zaprosił uczestników uroczystości na skromne śniadanie w sali, wzniesionym przez przedsiębiorców budowy. Po drodze p. o. Gubernatora J. W. baron Bouxhoevden, zbliżywszy się do stołów, zastawionych dla robotników, wzniósł toast za zdrowie Najjaśniejszego Pana Cesarza Mikołaja II. Robotnicy na toast ten odpowiedzieli niemilknącem długo „hura”.: [595, 1051, 820, 1303]
- bank-line: S. Orgelbranda Synów: [1888, 1101, 2061, 1119]
